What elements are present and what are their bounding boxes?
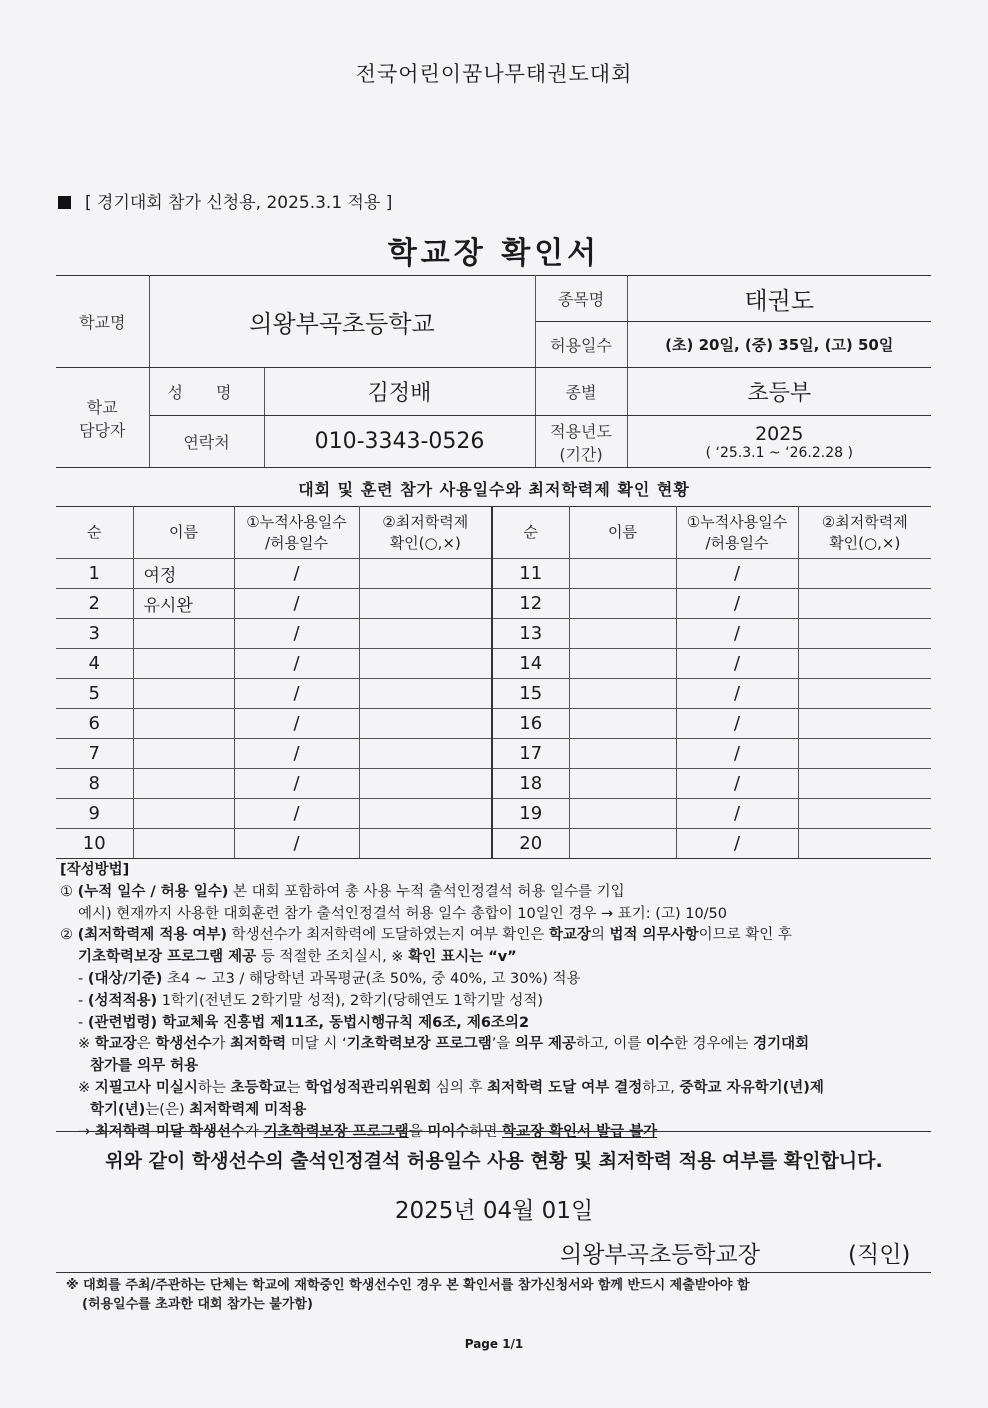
- instruction-text: 등 적절한 조치실시, ※: [256, 949, 409, 966]
- instruction-line: [60, 1013, 930, 1035]
- divider: [56, 1272, 931, 1273]
- days-slash: /: [676, 739, 798, 769]
- contact-label-line2: 담당자: [79, 420, 126, 440]
- col-no-right: 순: [492, 507, 569, 559]
- year-label: [535, 416, 627, 468]
- min-check-cell: [359, 649, 492, 679]
- instruction-text: 하고, 이를: [576, 1036, 646, 1053]
- principal-signature: 의왕부곡초등학교장: [560, 1242, 760, 1268]
- divider: [56, 1131, 931, 1132]
- row-number: 4: [56, 649, 133, 679]
- phone-label: 연락처: [149, 416, 264, 468]
- col-days-right-line2: /허용일수: [705, 533, 769, 552]
- days-slash: /: [676, 679, 798, 709]
- instruction-line: 참가를 의무 허용: [90, 1058, 199, 1075]
- student-name: [133, 799, 234, 829]
- row-number: 12: [492, 589, 569, 619]
- days-slash: /: [676, 559, 798, 589]
- min-check-cell: [359, 799, 492, 829]
- min-check-cell: [359, 619, 492, 649]
- days-slash: /: [234, 679, 359, 709]
- student-name: [133, 829, 234, 859]
- col-days-left: [234, 507, 359, 559]
- days-slash: /: [234, 739, 359, 769]
- student-name: [133, 649, 234, 679]
- min-check-cell: [798, 769, 931, 799]
- days-slash: /: [234, 769, 359, 799]
- info-table: [56, 275, 931, 468]
- row-number: 7: [56, 739, 133, 769]
- instruction-text: 최저학력 미달 학생선수: [94, 1123, 245, 1140]
- phone-value: 010-3343-0526: [264, 416, 535, 468]
- days-slash: /: [234, 589, 359, 619]
- instruction-text: 법적 의무사항: [609, 927, 699, 944]
- instruction-text: 하면: [469, 1123, 502, 1140]
- instruction-text: ※: [78, 1036, 95, 1053]
- confirmation-statement: 위와 같이 학생선수의 출석인정결석 허용일수 사용 현황 및 최저학력 적용 여부를 확인합니다.: [105, 1150, 883, 1172]
- col-min-right: [798, 507, 931, 559]
- min-check-cell: [359, 589, 492, 619]
- event-title: 전국어린이꿈나무태권도대회: [355, 62, 633, 86]
- student-name: [569, 829, 676, 859]
- student-name: [133, 619, 234, 649]
- min-check-cell: [798, 799, 931, 829]
- instruction-text: 학기(년): [90, 1101, 146, 1118]
- instruction-text: 경기대회: [753, 1036, 810, 1053]
- instruction-text: →: [78, 1123, 95, 1140]
- instruction-line: [60, 969, 930, 991]
- footnote-line: (허용일수를 초과한 대회 참가는 불가함): [82, 1297, 313, 1312]
- instruction-text: 가: [211, 1036, 231, 1053]
- row-number: 19: [492, 799, 569, 829]
- student-name: [133, 709, 234, 739]
- row-number: 9: [56, 799, 133, 829]
- row-number: 16: [492, 709, 569, 739]
- allowed-days-value: (초) 20일, (중) 35일, (고) 50일: [627, 322, 931, 368]
- days-slash: /: [234, 649, 359, 679]
- roster-table: [56, 506, 931, 859]
- col-days-left-line2: /허용일수: [264, 533, 328, 552]
- roster-body: [56, 559, 931, 859]
- student-name: [569, 769, 676, 799]
- col-days-left-line1: ①누적사용일수: [246, 512, 347, 531]
- instruction-text: 이므로 확인 후: [698, 927, 792, 944]
- year-cell: [627, 416, 931, 468]
- period-value: ( ‘25.3.1 ~ ‘26.2.28 ): [705, 444, 853, 461]
- year-label-line1: 적용년도: [550, 421, 612, 441]
- instruction-line: [60, 1122, 930, 1144]
- instruction-text: -: [78, 970, 88, 987]
- instruction-text: (성적적용): [87, 992, 158, 1009]
- instruction-line: 예시) 현재까지 사용한 대회훈련 참가 출석인정결석 허용 일수 총합이 10일인 경우 → 표기: (고) 10/50: [78, 905, 728, 922]
- min-check-cell: [359, 679, 492, 709]
- days-slash: /: [676, 619, 798, 649]
- year-label-line2: (기간): [559, 444, 603, 464]
- days-slash: /: [234, 709, 359, 739]
- instruction-line: [60, 1078, 930, 1100]
- row-number: 8: [56, 769, 133, 799]
- instruction-text: (최저학력제 적용 여부): [77, 927, 228, 944]
- instruction-text: 는(은): [145, 1101, 190, 1118]
- instruction-text: 미달 시 ‘: [286, 1036, 347, 1053]
- min-check-cell: [359, 709, 492, 739]
- school-value: 의왕부곡초등학교: [149, 276, 535, 368]
- student-name: [569, 709, 676, 739]
- instruction-text: 학생선수가 최저학력에 도달하였는지 여부 확인은: [227, 927, 549, 944]
- contact-label: [56, 368, 149, 468]
- instruction-text: -: [78, 1014, 88, 1031]
- min-check-cell: [798, 559, 931, 589]
- student-name: [569, 799, 676, 829]
- min-check-cell: [359, 769, 492, 799]
- instruction-text: ②: [60, 927, 78, 944]
- days-slash: /: [676, 649, 798, 679]
- instruction-text: 학교장: [94, 1036, 137, 1053]
- instruction-text: (대상/기준): [87, 970, 163, 987]
- issue-date: 2025년 04월 01일: [394, 1198, 594, 1224]
- instruction-text: 최저학력제 미적용: [189, 1101, 307, 1118]
- row-number: 20: [492, 829, 569, 859]
- days-slash: /: [234, 799, 359, 829]
- instruction-text: 확인 표시는 “v”: [408, 949, 517, 966]
- instruction-text: ’을: [491, 1036, 515, 1053]
- contact-label-line1: 학교: [86, 397, 118, 417]
- row-number: 3: [56, 619, 133, 649]
- row-number: 14: [492, 649, 569, 679]
- instruction-text: 학교체육 진흥법 제11조, 동법시행규칙 제6조, 제6조의2: [157, 1014, 530, 1031]
- student-name: [569, 739, 676, 769]
- instruction-text: 의무 제공: [514, 1036, 577, 1053]
- instruction-text: ①: [60, 883, 78, 900]
- min-check-cell: [798, 589, 931, 619]
- instruction-text: 심의 후: [431, 1079, 488, 1096]
- instruction-line: [60, 882, 930, 904]
- row-number: 11: [492, 559, 569, 589]
- instruction-text: 초등학교: [230, 1079, 287, 1096]
- instruction-text: 이수: [645, 1036, 674, 1053]
- instruction-text: 중학교 자유학기(년)제: [679, 1079, 824, 1096]
- instruction-text: 을: [408, 1123, 428, 1140]
- days-slash: /: [234, 559, 359, 589]
- instruction-text: ※: [78, 1079, 95, 1096]
- min-check-cell: [359, 739, 492, 769]
- min-check-cell: [798, 829, 931, 859]
- sport-label: 종목명: [535, 276, 627, 322]
- table-row: [56, 589, 931, 619]
- instruction-text: 의: [590, 927, 610, 944]
- days-slash: /: [234, 829, 359, 859]
- col-name-right: 이름: [569, 507, 676, 559]
- student-name: [133, 769, 234, 799]
- name-label: 성 명: [149, 368, 264, 416]
- instruction-text: 는: [286, 1079, 306, 1096]
- col-days-right-line1: ①누적사용일수: [686, 512, 788, 531]
- instruction-text: 가: [244, 1123, 264, 1140]
- seal-mark: (직인): [848, 1242, 911, 1268]
- instruction-text: (누적 일수 / 허용 일수): [77, 883, 229, 900]
- min-check-cell: [359, 829, 492, 859]
- instruction-text: 미이수: [427, 1123, 470, 1140]
- min-check-cell: [359, 559, 492, 589]
- instruction-line: [60, 1100, 930, 1122]
- year-value: 2025: [755, 422, 804, 445]
- table-row: [56, 649, 931, 679]
- student-name: [133, 739, 234, 769]
- row-number: 1: [56, 559, 133, 589]
- col-no-left: 순: [56, 507, 133, 559]
- instruction-text: 최저학력: [230, 1036, 287, 1053]
- student-name: 유시완: [133, 589, 234, 619]
- days-slash: /: [676, 709, 798, 739]
- subtitle-text: [ 경기대회 참가 신청용, 2025.3.1 적용 ]: [85, 193, 393, 213]
- table-row: [56, 799, 931, 829]
- instruction-text: 기초학력보장 프로그램 제공: [78, 949, 257, 966]
- instruction-line: [60, 991, 930, 1013]
- min-check-cell: [798, 649, 931, 679]
- min-check-cell: [798, 619, 931, 649]
- name-value: 김정배: [264, 368, 535, 416]
- school-label: 학교명: [56, 276, 149, 368]
- instruction-text: 기초학력보장 프로그램: [346, 1036, 492, 1053]
- instruction-text: 학업성적관리위원회: [305, 1079, 432, 1096]
- col-days-right: [676, 507, 798, 559]
- row-number: 17: [492, 739, 569, 769]
- instruction-text: 학생선수: [155, 1036, 212, 1053]
- instructions: [60, 860, 930, 1143]
- days-slash: /: [676, 829, 798, 859]
- col-min-left-line1: ②최저학력제: [382, 512, 469, 531]
- instruction-text: 지필고사 미실시: [94, 1079, 198, 1096]
- student-name: [569, 559, 676, 589]
- instruction-line: [60, 1034, 930, 1056]
- instruction-text: 하는: [197, 1079, 231, 1096]
- col-min-right-line2: 확인(○,×): [829, 533, 901, 552]
- col-name-left: 이름: [133, 507, 234, 559]
- instruction-text: 한 경우에는: [673, 1036, 754, 1053]
- row-number: 2: [56, 589, 133, 619]
- footnote-line: ※ 대회를 주최/주관하는 단체는 학교에 재학중인 학생선수인 경우 본 확인서를 참가신청서와 함께 반드시 제출받아야 함: [66, 1278, 750, 1293]
- footnote: [66, 1276, 750, 1314]
- subtitle: [58, 188, 392, 213]
- table-row: [56, 559, 931, 589]
- col-min-left-line2: 확인(○,×): [389, 533, 461, 552]
- student-name: [569, 589, 676, 619]
- instruction-line: [60, 925, 930, 947]
- allowed-days-label: 허용일수: [535, 322, 627, 368]
- table-row: [56, 619, 931, 649]
- student-name: [133, 679, 234, 709]
- roster-title: 대회 및 훈련 참가 사용일수와 최저학력제 확인 현황: [298, 480, 690, 499]
- square-bullet-icon: [58, 196, 71, 209]
- category-value: 초등부: [627, 368, 931, 416]
- instruction-text: 최저학력 도달 여부 결정: [487, 1079, 643, 1096]
- row-number: 15: [492, 679, 569, 709]
- days-slash: /: [234, 619, 359, 649]
- row-number: 18: [492, 769, 569, 799]
- row-number: 5: [56, 679, 133, 709]
- row-number: 10: [56, 829, 133, 859]
- min-check-cell: [798, 739, 931, 769]
- instructions-heading: [작성방법]: [60, 862, 130, 878]
- col-min-right-line1: ②최저학력제: [821, 512, 908, 531]
- student-name: [569, 679, 676, 709]
- instruction-text: 은: [136, 1036, 156, 1053]
- row-number: 6: [56, 709, 133, 739]
- instruction-text: 1학기(전년도 2학기말 성적), 2학기(당해연도 1학기말 성적): [157, 992, 544, 1009]
- min-check-cell: [798, 679, 931, 709]
- instruction-text: (관련법령): [87, 1014, 158, 1031]
- table-row: [56, 829, 931, 859]
- min-check-cell: [798, 709, 931, 739]
- instruction-text: 학교장: [548, 927, 591, 944]
- instruction-text: 기초학력보장 프로그램: [263, 1123, 409, 1140]
- instruction-text: 초4 ~ 고3 / 해당학년 과목평균(초 50%, 중 40%, 고 30%) 적용: [162, 970, 581, 987]
- instruction-text: 학교장 확인서 발급 불가: [501, 1123, 658, 1140]
- sport-value: 태권도: [627, 276, 931, 322]
- instruction-text: 본 대회 포함하여 총 사용 누적 출석인정결석 허용 일수를 기입: [228, 883, 625, 900]
- instruction-text: 하고,: [642, 1079, 680, 1096]
- document-title: 학교장 확인서: [387, 236, 601, 271]
- table-row: [56, 679, 931, 709]
- days-slash: /: [676, 589, 798, 619]
- table-row: [56, 739, 931, 769]
- student-name: 여정: [133, 559, 234, 589]
- col-min-left: [359, 507, 492, 559]
- page-number: Page 1/1: [464, 1337, 524, 1351]
- student-name: [569, 619, 676, 649]
- instruction-line: [60, 947, 930, 969]
- category-label: 종별: [535, 368, 627, 416]
- instruction-text: -: [78, 992, 88, 1009]
- table-row: [56, 709, 931, 739]
- table-row: [56, 769, 931, 799]
- days-slash: /: [676, 799, 798, 829]
- row-number: 13: [492, 619, 569, 649]
- student-name: [569, 649, 676, 679]
- days-slash: /: [676, 769, 798, 799]
